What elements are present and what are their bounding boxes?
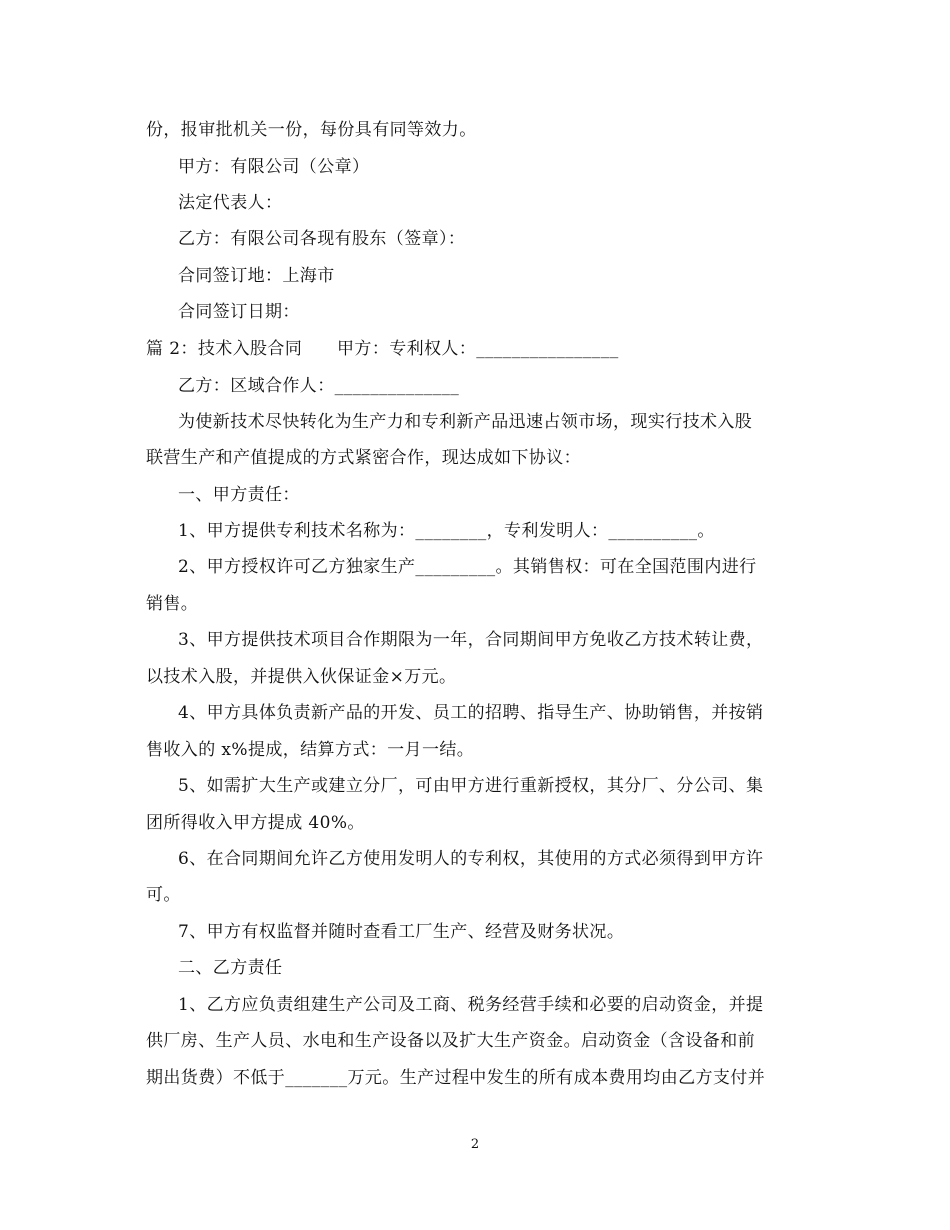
text-line: 乙方：区域合作人：______________ xyxy=(178,376,460,396)
text-line: 6、在合同期间允许乙方使用发明人的专利权，其使用的方式必须得到甲方许 xyxy=(178,849,764,869)
text-line: 2、甲方授权许可乙方独家生产_________。其销售权：可在全国范围内进行 xyxy=(178,557,757,577)
text-line: 1、甲方提供专利技术名称为：________，专利发明人：__________。 xyxy=(178,521,715,541)
text-line: 4、甲方具体负责新产品的开发、员工的招聘、指导生产、协助销售，并按销 xyxy=(178,703,764,723)
text-line: 销售。 xyxy=(146,594,199,614)
text-line: 联营生产和产值提成的方式紧密合作，现达成如下协议： xyxy=(146,448,581,468)
text-line: 份，报审批机关一份，每份具有同等效力。 xyxy=(146,120,477,140)
section-heading: 一、甲方责任： xyxy=(178,485,300,505)
text-line: 7、甲方有权监督并随时查看工厂生产、经营及财务状况。 xyxy=(178,922,625,942)
text-line: 合同签订地：上海市 xyxy=(178,266,335,286)
text-line: 1、乙方应负责组建生产公司及工商、税务经营手续和必要的启动资金，并提 xyxy=(178,995,764,1015)
text-line: 合同签订日期： xyxy=(178,302,300,322)
page-number: 2 xyxy=(470,1137,480,1152)
text-line: 以技术入股，并提供入伙保证金×万元。 xyxy=(146,667,457,687)
text-line: 法定代表人： xyxy=(178,193,283,213)
text-line: 团所得收入甲方提成 40%。 xyxy=(146,813,365,833)
text-line: 售收入的 x%提成，结算方式：一月一结。 xyxy=(146,740,475,760)
text-line: 期出货费）不低于_______万元。生产过程中发生的所有成本费用均由乙方支付并 xyxy=(146,1068,766,1088)
section-heading: 二、乙方责任 xyxy=(178,958,283,978)
text-line: 5、如需扩大生产或建立分厂，可由甲方进行重新授权，其分厂、分公司、集 xyxy=(178,776,764,796)
text-line: 乙方：有限公司各现有股东（签章）： xyxy=(178,229,466,249)
text-line: 可。 xyxy=(146,885,181,905)
text-line: 供厂房、生产人员、水电和生产设备以及扩大生产资金。启动资金（含设备和前 xyxy=(146,1031,755,1051)
text-line: 为使新技术尽快转化为生产力和专利新产品迅速占领市场，现实行技术入股 xyxy=(178,412,753,432)
text-line: 3、甲方提供技术项目合作期限为一年，合同期间甲方免收乙方技术转让费， xyxy=(178,630,764,650)
text-line: 甲方：有限公司（公章） xyxy=(178,157,370,177)
text-line: 篇 2：技术入股合同 甲方：专利权人：________________ xyxy=(146,339,619,359)
